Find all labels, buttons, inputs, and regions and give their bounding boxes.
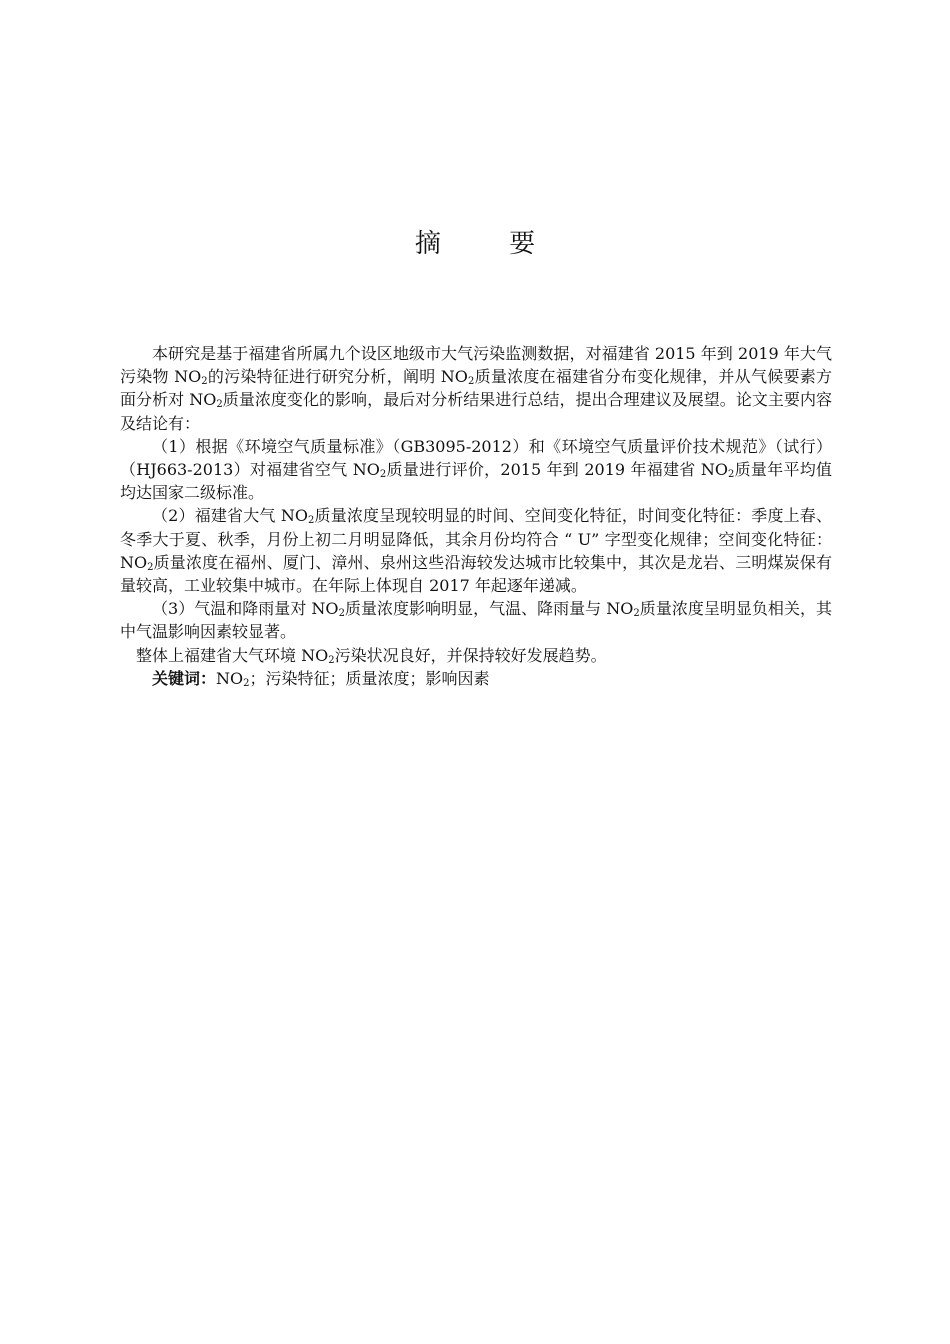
- summary-text-b: 污染状况良好，并保持较好发展趋势。: [334, 645, 607, 665]
- no2-subscript: 2: [147, 561, 154, 573]
- conclusion-2-paragraph: [120, 504, 832, 597]
- conclusion-3-paragraph: [120, 597, 832, 643]
- abstract-body: [120, 342, 832, 690]
- conclusion-1-text-c: 质量年平均值均达国家二级标准。: [120, 460, 832, 503]
- keywords-text-b: ；污染特征；质量浓度；影响因素: [249, 668, 490, 688]
- keywords-label: 关键词：: [152, 668, 217, 688]
- keywords-line: [120, 667, 832, 690]
- intro-text-c: 质量浓度在福建省分布变化规律，并从气候要素方面分析对 NO: [120, 367, 832, 410]
- intro-paragraph: [120, 342, 832, 435]
- no2-subscript: 2: [307, 515, 315, 527]
- intro-text-a: 本研究是基于福建省所属九个设区地级市大气污染监测数据，对福建省 2015 年到 2019 年大气污染物 NO: [120, 344, 832, 387]
- no2-subscript: 2: [216, 399, 223, 411]
- conclusion-1-paragraph: [120, 435, 832, 505]
- no2-subscript: 2: [379, 469, 387, 481]
- conclusion-1-text-a: （1）根据《环境空气质量标准》（GB3095-2012）和《环境空气质量评价技术规范》（试行）（HJ663-2013）对福建省空气 NO: [120, 436, 832, 480]
- no2-subscript: 2: [467, 376, 475, 388]
- no2-subscript: 2: [201, 376, 208, 388]
- summary-text-a: 整体上福建省大气环境 NO: [136, 645, 329, 665]
- keywords-text-a: NO: [216, 668, 244, 688]
- intro-text-d: 质量浓度变化的影响，最后对分析结果进行总结，提出合理建议及展望。论文主要内容及结论有：: [120, 390, 832, 433]
- conclusion-1-text-b: 质量进行评价，2015 年到 2019 年福建省 NO: [386, 460, 728, 480]
- conclusion-2-text-b: 质量浓度呈现较明显的时间、空间变化特征，时间变化特征：季度上春、冬季大于夏、秋季，月份上初二月明显降低，其余月份均符合 “ U” 字型变化规律；空间变化特征：NO: [120, 506, 832, 572]
- no2-subscript: 2: [728, 469, 735, 481]
- conclusion-2-text-c: 质量浓度在福州、厦门、漳州、泉州这些沿海较发达城市比较集中，其次是龙岩、三明煤炭保有量较高，工业较集中城市。在年际上体现自 2017 年起逐年递减。: [120, 552, 832, 596]
- summary-paragraph: [120, 644, 832, 667]
- no2-subscript: 2: [633, 608, 640, 620]
- conclusion-3-text-a: （3）气温和降雨量对 NO: [152, 599, 339, 619]
- conclusion-3-text-c: 质量浓度呈明显负相关，其中气温影响因素较显著。: [120, 599, 832, 642]
- abstract-title: 摘 要: [414, 229, 566, 259]
- no2-subscript: 2: [328, 654, 335, 666]
- conclusion-3-text-b: 质量浓度影响明显，气温、降雨量与 NO: [344, 599, 634, 619]
- no2-subscript: 2: [243, 677, 250, 689]
- conclusion-2-text-a: （2）福建省大气 NO: [152, 506, 308, 526]
- intro-text-b: 的污染特征进行研究分析，阐明 NO: [207, 367, 468, 387]
- no2-subscript: 2: [338, 608, 345, 620]
